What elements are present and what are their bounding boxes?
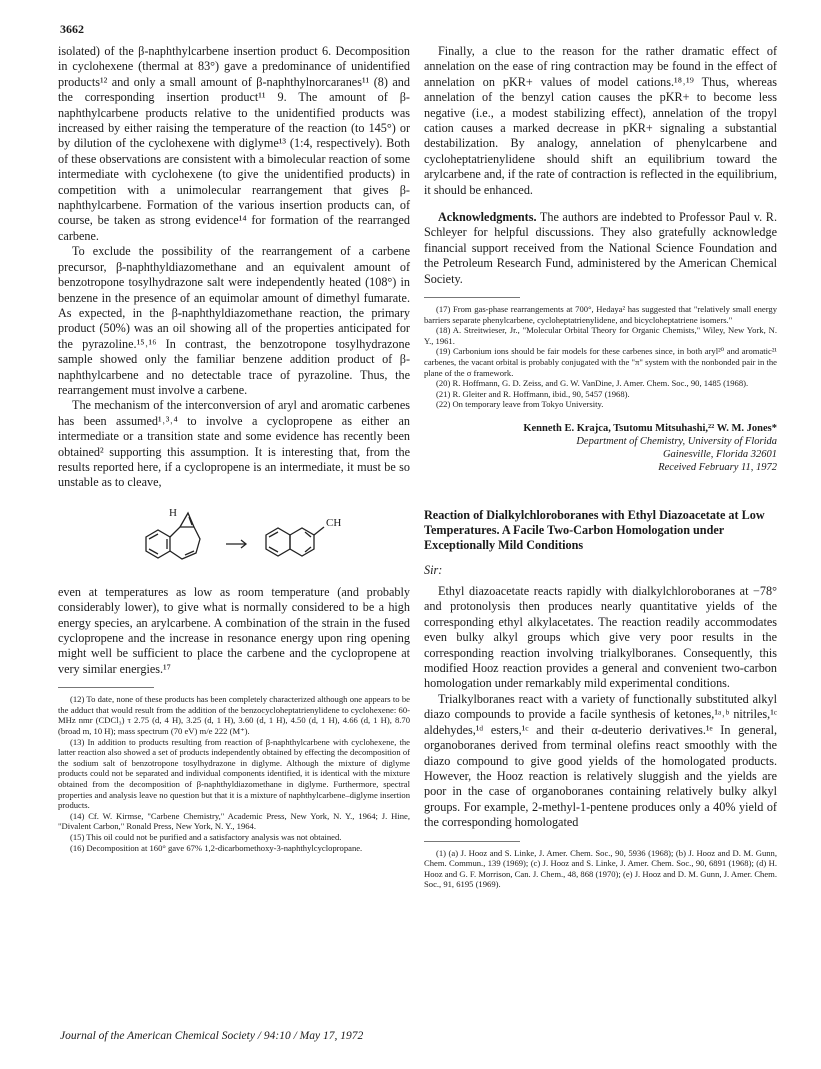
footnote-17: (17) From gas-phase rearrangements at 700°, Hedaya² has suggested that "relatively small energy barriers separate phenylcarbene, cycloheptatrienylidene, and bicycloheptatriene isomers.": [424, 304, 777, 325]
body-paragraph: Finally, a clue to the reason for the rather dramatic effect of annelation on the ease of ring contraction may be found in the effect of annelation on pKR+ values of model cations.¹⁸˒¹⁹ Thus, whereas annelation of the benzyl cation causes the pKR+ to become less negative (i.e., a modest stabilizing effect), annelation of the tropyl cation causes a marked decrease in pKR+ signaling a substantial destabilization. By analogy, annelation of phenylcarbene and cycloheptatrienylidene should shift an equilibrium toward the arylcarbene and, if the rate of contraction is reflected in the equilibrium, it should be enhanced.: [424, 44, 777, 197]
footnote-16: (16) Decomposition at 160° gave 67% 1,2-dicarbomethoxy-3-naphthylcyclopropane.: [70, 842, 363, 853]
body-paragraph: The mechanism of the interconversion of aryl and aromatic carbenes has been assumed¹˒³˒⁴ to involve a cyclopropene as either an intermediate or a transition state and some evidence has recently been obtained² supporting this assumption. It is interesting that, from the results reported here, if a cyclopropene is an intermediate, it must be so unstable as to cleave,: [58, 398, 410, 490]
footnote-18: (18) A. Streitwieser, Jr., "Molecular Orbital Theory for Organic Chemists," Wiley, New York, N. Y., 1961.: [424, 325, 777, 346]
footnote-14: (14) Cf. W. Kirmse, "Carbene Chemistry," Academic Press, New York, N. Y., 1964; J. Hine, "Divalent Carbon," Ronald Press, New York, N. Y., 1964.: [58, 810, 410, 832]
footnote-22: (22) On temporary leave from Tokyo University.: [436, 399, 604, 410]
reaction-scheme: [58, 497, 410, 579]
footnote-19: (19) Carbonium ions should be fair models for these carbenes since, in both aryl²⁰ and aromatic²¹ carbenes, the vacant orbital is probably conjugated with the "π" system with the nonbonded pair in the plane of the σ framework.: [424, 346, 777, 378]
carbene-label: CH: [326, 516, 342, 529]
footnote-1: (1) (a) J. Hooz and S. Linke, J. Amer. Chem. Soc., 90, 5936 (1968); (b) J. Hooz and D. M. Gunn, Chem. Commun., 139 (1969); (c) J. Hooz and S. Linke, J. Amer. Chem. Soc., 90, 6891 (1968); (d) H. Hooz and G. F. Morrison, Can. J. Chem., 48, 868 (1970); (e) J. Hooz and D. M. Gunn, J. Amer. Chem. Soc., 91, 6195 (1969).: [424, 847, 777, 890]
journal-footer: Journal of the American Chemical Society / 94:10 / May 17, 1972: [60, 1030, 364, 1042]
body-paragraph: Ethyl diazoacetate reacts rapidly with dialkylchloroboranes at −78° and protonolysis then produces nearly quantitative yields of the corresponding ethyl alkylacetates. The reaction readily accommodates even bulky alkyl groups which give very poor results in the corresponding reaction involving trialkylboranes. Consequently, this modified Hooz reaction provides a general and convenient two-carbon homologation under remarkably mild experimental conditions.: [424, 584, 777, 691]
footnote-12: (12) To date, none of these products has been completely characterized although one appears to be the adduct that would result from the addition of the benzocycloheptatrienylidene to cyclohexene: 60-MHz nmr (CDCl₃) τ 2.75 (d, 4 H), 3.25 (d, 1 H), 3.60 (d, 1 H), 4.50 (d, 1 H), 4.66 (d, 1 H), 8.70 (broad m, 10 H); mass spectrum (70 eV) m/e 222 (M⁺).: [58, 694, 410, 736]
affiliation-line: Gainesville, Florida 32601: [662, 449, 777, 461]
affiliation-line: Department of Chemistry, University of Florida: [576, 436, 777, 448]
footnote-21: (21) R. Gleiter and R. Hoffmann, ibid., 90, 5457 (1968).: [436, 388, 630, 399]
footnote-rule: [424, 297, 520, 298]
body-paragraph: To exclude the possibility of the rearrangement of a carbene precursor, β-naphthyldiazomethane and an equivalent amount of benzotropone tosylhydrazone salt were independently heated (108°) in benzene in the presence of an equimolar amount of dimethyl fumarate. As expected, in the β-naphthyldiazomethane reaction, the primary product (50%) was an oil showing all of the properties anticipated for the pyrazoline.¹⁵˒¹⁶ In contrast, the benzotropone tosylhydrazone sample showed only the familiar benzene addition product of β-naphthylcarbene and no detectable trace of pyrazoline. Thus, the rearrangement must involve a carbene.: [58, 244, 410, 397]
page-number: 3662: [60, 22, 84, 36]
body-paragraph: Trialkylboranes react with a variety of functionally substituted alkyl diazo compounds to provide a facile synthesis of ketones,¹ᵃ˒ᵇ nitriles,¹ᶜ aldehydes,¹ᵈ esters,¹ᶜ and their α-deuterio derivatives.¹ᵉ In general, organoboranes derived from terminal olefins react smoothly with the diazo compound to give good yields of the homologated products. However, the Hooz reaction is relatively sluggish and the yields are poor in the case of organoboranes containing relatively bulky alkyl groups. For example, 2-methyl-1-pentene produces only a 40% yield of the corresponding homologated: [424, 691, 777, 830]
body-paragraph: even at temperatures as low as room temperature (and probably considerably lower), to give what is normally considered to be a high energy species, an arylcarbene. A combination of the strain in the fused cyclopropene and the increase in resonance energy upon ring opening might well be sufficient to place the carbene and the cyclopropene at very similar energies.¹⁷: [58, 584, 410, 676]
salutation: Sir:: [424, 563, 443, 578]
left-column: [58, 44, 410, 853]
footnote-20: (20) R. Hoffmann, G. D. Zeiss, and G. W. VanDine, J. Amer. Chem. Soc., 90, 1485 (1968).: [436, 378, 749, 389]
reaction-scheme-drawing: [58, 497, 410, 579]
hydrogen-label: H: [169, 506, 177, 519]
footnote-rule: [58, 687, 154, 688]
right-column: [424, 44, 777, 890]
author-list: Kenneth E. Krajca, Tsutomu Mitsuhashi,²² W. M. Jones*: [523, 423, 777, 435]
received-date: Received February 11, 1972: [658, 462, 777, 474]
acknowledgments-text: The authors are indebted to Professor Paul v. R. Schleyer for helpful discussions. They also gratefully acknowledge financial support received from the National Science Foundation and the Petroleum Research Fund, administered by the American Chemical Society.: [424, 210, 777, 286]
footnote-15: (15) This oil could not be purified and a satisfactory analysis was not obtained.: [70, 831, 342, 842]
acknowledgments-heading: Acknowledgments.: [438, 210, 537, 225]
body-paragraph: isolated) of the β-naphthylcarbene insertion product 6. Decomposition in cyclohexene (thermal at 83°) gave a predominance of unidentified products¹² and only a small amount of β-naphthylnorcaranes¹¹ (8) and the corresponding insertion product¹¹ 9. The amount of β-naphthylcarbene products relative to the unidentified products was increased by either raising the temperature of the reaction (to 145°) or by dilution of the cyclohexene with diglyme¹³ (1:4, respectively). Both of these observations are consistent with a bimolecular reaction of some intermediate with cyclohexene (to give the unidentified products) in competition with a unimolecular rearrangement that gives β-naphthylcarbene. Formation of the various insertion products can, of course, be taken as strong evidence¹⁴ for formation of the rearranged carbene.: [58, 44, 410, 243]
footnote-rule: [424, 841, 520, 842]
article-title: Reaction of Dialkylchloroboranes with Ethyl Diazoacetate at Low Temperatures. A Facile Two-Carbon Homologation under Exceptionally Mild Conditions: [424, 508, 765, 553]
acknowledgments-paragraph: [424, 210, 777, 287]
footnote-13: (13) In addition to products resulting from reaction of β-naphthylcarbene with cyclohexene, the latter reaction also showed a set of products independently obtained by effecting the decomposition of the sodium salt of benzotropone tosylhydrazone in diglyme. Although the mixture of diglyme products could not be separated and individual components identified, it is identical with the mixture obtained from the decomposition of β-naphthyldiazomethane in diglyme. Furthermore, spectral properties and analysis leave no question but that it is a mixture of naphthylcarbene–diglyme insertion products.: [58, 736, 410, 811]
